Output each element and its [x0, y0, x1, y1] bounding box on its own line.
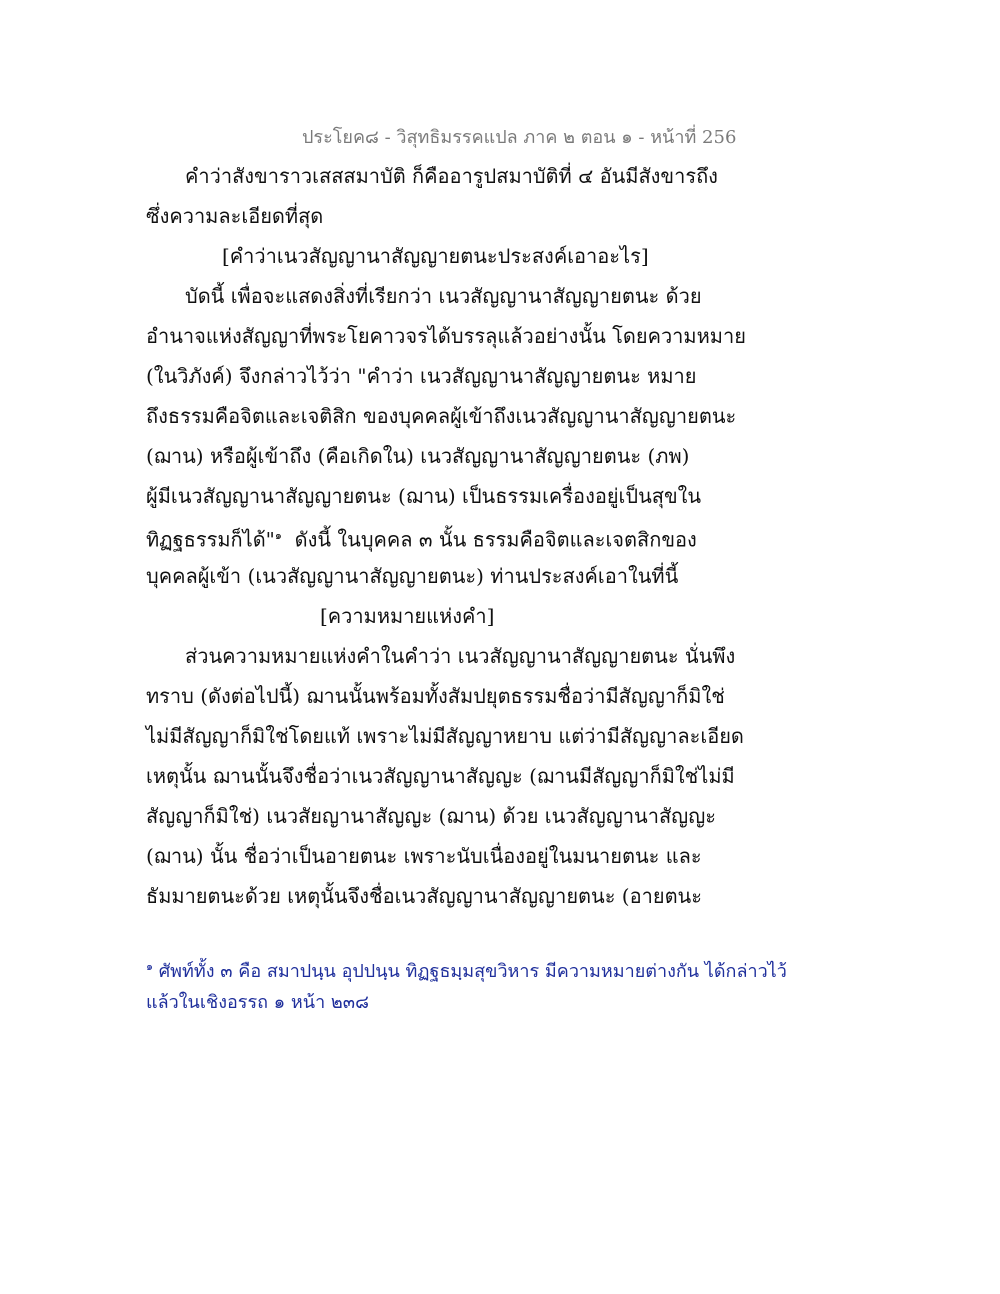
footnote-reference: ๑ — [274, 529, 282, 542]
footnote-marker: ๑ — [146, 960, 153, 973]
body-line: ส่วนความหมายแห่งคำในคำว่า เนวสัญญานาสัญญายตนะ นั่นพึง — [185, 644, 736, 668]
section-heading: [ความหมายแห่งคำ] — [320, 604, 495, 628]
footnote-line: แล้วในเชิงอรรถ ๑ หน้า ๒๓๘ — [146, 992, 369, 1013]
body-line — [146, 522, 726, 554]
body-line: สัญญาก็มิใช่) เนวสัยญานาสัญญะ (ฌาน) ด้วย เนวสัญญานาสัญญะ — [146, 804, 716, 828]
body-line: (ฌาน) หรือผู้เข้าถึง (คือเกิดใน) เนวสัญญานาสัญญายตนะ (ภพ) — [146, 444, 690, 468]
body-line: ผู้มีเนวสัญญานาสัญญายตนะ (ฌาน) เป็นธรรมเครื่องอยู่เป็นสุขใน — [146, 484, 702, 508]
body-line: ถึงธรรมคือจิตและเจติสิก ของบุคคลผู้เข้าถึงเนวสัญญานาสัญญายตนะ — [146, 404, 737, 428]
body-line: คำว่าสังขาราวเสสสมาบัติ ก็คืออารูปสมาบัติที่ ๔ อันมีสังขารถึง — [185, 164, 718, 188]
body-line: บัดนี้ เพื่อจะแสดงสิ่งที่เรียกว่า เนวสัญญานาสัญญายตนะ ด้วย — [185, 284, 702, 308]
section-heading: [คำว่าเนวสัญญานาสัญญายตนะประสงค์เอาอะไร] — [222, 244, 649, 268]
body-line: อำนาจแห่งสัญญาที่พระโยคาวจรได้บรรลุแล้วอย่างนั้น โดยความหมาย — [146, 324, 746, 348]
page-header: ประโยค๘ - วิสุทธิมรรคแปล ภาค ๒ ตอน ๑ - หน้าที่ 256 — [302, 127, 737, 148]
body-line: ซึ่งความละเอียดที่สุด — [146, 204, 324, 228]
body-line: เหตุนั้น ฌานนั้นจึงชื่อว่าเนวสัญญานาสัญญะ (ฌานมีสัญญาก็มิใช่ไม่มี — [146, 764, 735, 788]
body-line: (ฌาน) นั้น ชื่อว่าเป็นอายตนะ เพราะนับเนื่องอยู่ในมนายตนะ และ — [146, 844, 702, 868]
footnote-line — [146, 954, 806, 985]
body-line: ไม่มีสัญญาก็มิใช่โดยแท้ เพราะไม่มีสัญญาหยาบ แต่ว่ามีสัญญาละเอียด — [146, 724, 744, 748]
footnote-text: ศัพท์ทั้ง ๓ คือ สมาปนฺน อุปปนฺน ทิฏฐธมฺมสุขวิหาร มีความหมายต่างกัน ได้กล่าวไว้ — [158, 961, 787, 982]
body-line: (ในวิภังค์) จึงกล่าวไว้ว่า "คำว่า เนวสัญญานาสัญญายตนะ หมาย — [146, 364, 697, 388]
body-text: ดังนี้ ในบุคคล ๓ นั้น ธรรมคือจิตและเจตสิกของ — [294, 527, 697, 552]
body-line: ธัมมายตนะด้วย เหตุนั้นจึงชื่อเนวสัญญานาสัญญายตนะ (อายตนะ — [146, 884, 702, 908]
body-line: บุคคลผู้เข้า (เนวสัญญานาสัญญายตนะ) ท่านประสงค์เอาในที่นี้ — [146, 564, 679, 588]
body-line: ทราบ (ดังต่อไปนี้) ฌานนั้นพร้อมทั้งสัมปยุตธรรมชื่อว่ามีสัญญาก็มิใช่ — [146, 684, 725, 708]
body-text: ทิฏฐธรรมก็ได้" — [146, 527, 275, 552]
